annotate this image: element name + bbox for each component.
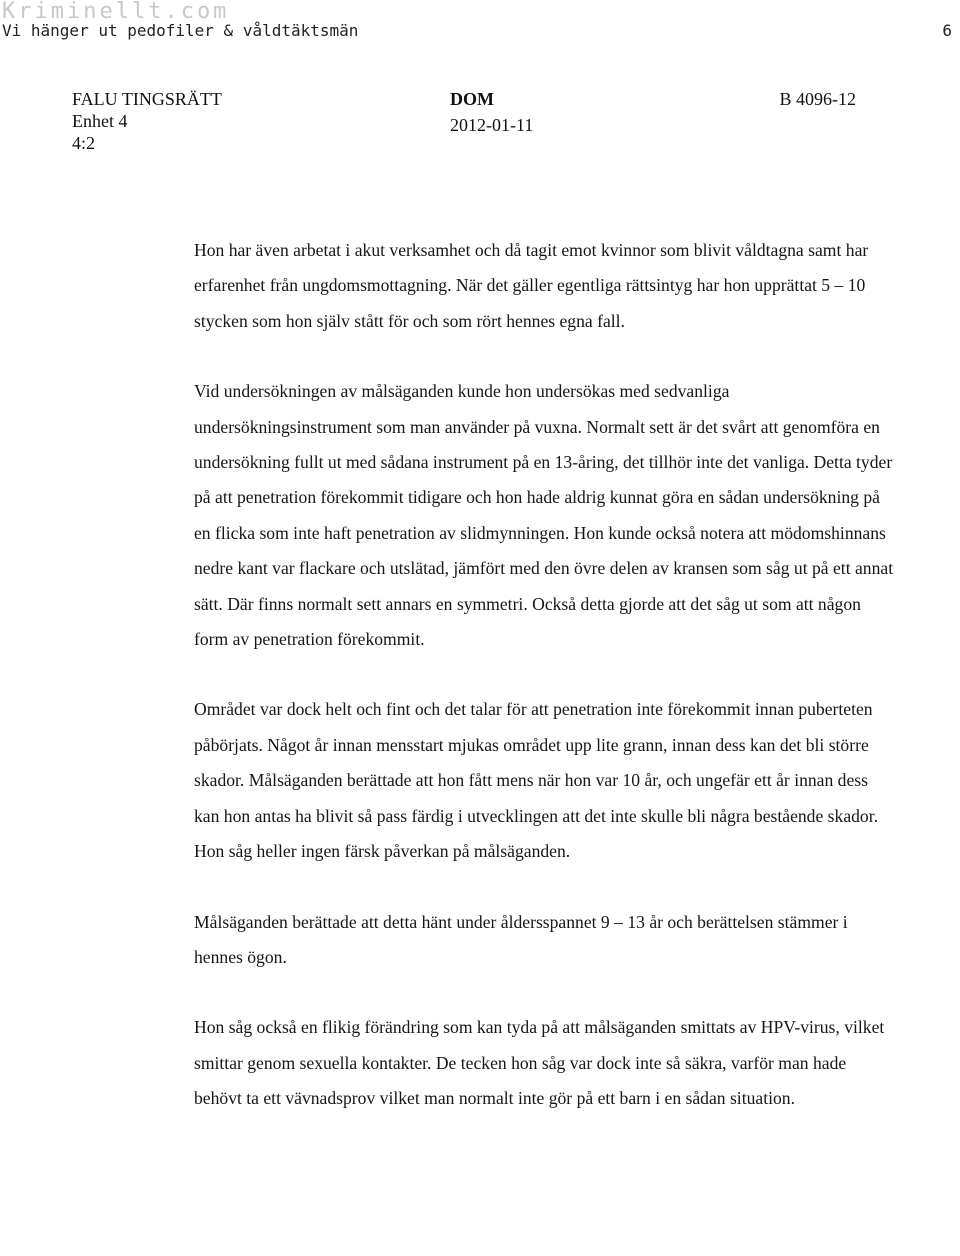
document-body <box>194 233 894 1152</box>
paragraph: Målsäganden berättade att detta hänt under åldersspannet 9 – 13 år och berättelsen stämmer i hennes ögon. <box>194 911 848 967</box>
court-document-header <box>72 88 856 158</box>
site-header <box>0 0 960 46</box>
court-unit: Enhet 4 <box>72 111 128 131</box>
case-number: B 4096-12 <box>779 89 856 109</box>
paragraph: Vid undersökningen av målsäganden kunde hon undersökas med sedvanliga undersökningsinstrument som man använder på vuxna. Normalt sett är det svårt att genomföra en undersökning fullt ut med sådana instrument på en 13-åring, det tillhör inte det vanliga. Detta tyder på att penetration förekommit tidigare och hon hade aldrig kunnat göra en sådan undersökning på en flicka som inte haft penetration av slidmynningen. Hon kunde också notera att mödomshinnans nedre kant var flackare och utslätad, jämfört med den övre delen av kransen som såg ut på ett annat sätt. Där finns normalt sett annars en symmetri. Också detta gjorde att det såg ut som att någon form av penetration förekommit. <box>194 381 894 650</box>
court-name: FALU TINGSRÄTT <box>72 89 222 109</box>
page-number: 6 <box>942 21 952 40</box>
site-subtitle: Vi hänger ut pedofiler & våldtäktsmän <box>2 21 359 40</box>
unit-page-reference: 4:2 <box>72 133 96 153</box>
paragraph: Området var dock helt och fint och det talar för att penetration inte förekommit innan puberteten påbörjats. Något år innan mensstart mjukas området upp lite grann, innan dess kan det bli större skador. Målsäganden berättade att hon fått mens när hon var 10 år, och ungefär ett år innan dess kan hon antas ha blivit så pass färdig i utvecklingen att det inte skulle bli några bestående skador. Hon såg heller ingen färsk påverkan på målsäganden. <box>194 699 879 862</box>
document-date: 2012-01-11 <box>450 115 534 135</box>
paragraph: Hon har även arbetat i akut verksamhet och då tagit emot kvinnor som blivit våldtagna samt har erfarenhet från ungdomsmottagning. När det gäller egentliga rättsintyg har hon upprättat 5 – 10 stycken som hon själv stått för och som rört hennes egna fall. <box>194 240 869 331</box>
document-type: DOM <box>450 89 494 109</box>
site-title[interactable]: Kriminellt.com <box>2 0 230 24</box>
paragraph: Hon såg också en flikig förändring som kan tyda på att målsäganden smittats av HPV-virus, vilket smittar genom sexuella kontakter. De tecken hon såg var dock inte så säkra, varför man hade behövt ta ett vävnadsprov vilket man normalt inte gör på ett barn i en sådan situation. <box>194 1017 885 1109</box>
